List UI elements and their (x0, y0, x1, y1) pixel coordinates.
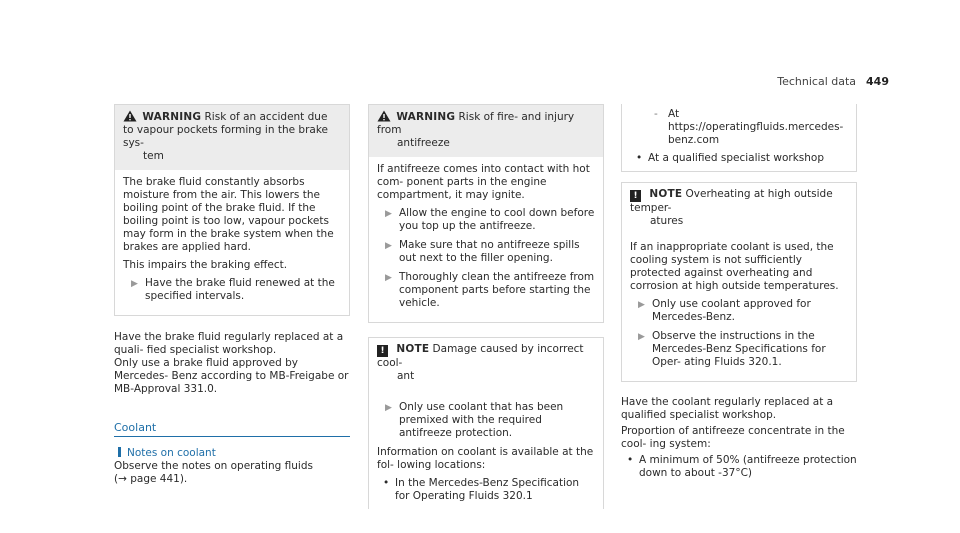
note-head-text-2: ant (397, 370, 415, 382)
note-step-1 (638, 298, 848, 324)
note-box-overheating (621, 182, 857, 382)
dash-icon: - (654, 108, 658, 120)
warning-body (115, 170, 349, 315)
warning-head-text-2: antifreeze (397, 137, 450, 149)
note-exclamation-icon: ! (377, 345, 388, 357)
warning-step-2 (385, 239, 595, 265)
coolant-text (621, 396, 857, 480)
column-2 (368, 104, 604, 509)
notes-block (114, 447, 350, 486)
page-header (777, 75, 889, 88)
note-title: NOTE (396, 343, 430, 355)
step-text: Only use coolant approved for Mercedes-Benz. (652, 298, 811, 323)
note-bullet-1 (383, 477, 595, 503)
note-head-text: Overheating at high outside temper- (630, 188, 833, 214)
warning-header (369, 105, 603, 157)
warning-para-2: This impairs the braking effect. (123, 259, 288, 271)
section-title-coolant: Coolant (114, 421, 350, 437)
step-arrow-icon: ▶ (638, 300, 645, 310)
dash-text[interactable]: At https://operatingfluids.mercedes- benz.com (668, 108, 844, 146)
warning-para-1: The brake fluid constantly absorbs moisture from the air. This lowers the boiling point of the brake fluid. If the boiling point is too low, vapour pockets may form in the brake system when the brakes are applied hard. (123, 176, 334, 253)
step-text: Only use coolant that has been premixed with the required antifreeze protection. (399, 401, 564, 439)
warning-para-1: If antifreeze comes into contact with hot com- ponent parts in the engine compartment, it may ignite. (377, 163, 590, 201)
continued-body (622, 104, 856, 171)
notes-marker-icon (118, 447, 121, 457)
brake-fluid-text (114, 331, 350, 396)
note-title: NOTE (649, 188, 683, 200)
warning-head-text: Risk of fire- and injury from (377, 111, 575, 136)
bullet-text: At a qualified specialist workshop (648, 152, 824, 164)
warning-step-1 (385, 207, 595, 233)
column-1 (114, 104, 350, 486)
bullet-text: A minimum of 50% (antifreeze protection down to about -37°C) (639, 454, 857, 479)
note-step-1 (385, 401, 595, 440)
note-para-1: If an inappropriate coolant is used, the cooling system is not sufficiently protected against overheating and corrosion at high outside temperatures. (630, 241, 839, 292)
warning-box-brake (114, 104, 350, 316)
step-text: Make sure that no antifreeze spills out next to the filler opening. (399, 239, 580, 264)
note-head-text-2: atures (650, 215, 684, 227)
column-3 (621, 104, 857, 480)
step-text: Observe the instructions in the Mercedes-Benz Specifications for Oper- ating Fluids 320.1. (652, 330, 826, 368)
step-arrow-icon: ▶ (638, 332, 645, 342)
note-header (622, 183, 856, 235)
dash-item-1 (654, 108, 848, 147)
body-text-2: Proportion of antifreeze concentrate in the cool- ing system: (621, 425, 845, 450)
bullet-dot-icon: • (627, 454, 634, 466)
warning-header (115, 105, 349, 170)
warning-triangle-icon (123, 111, 142, 123)
warning-head-text-2: tem (143, 150, 164, 162)
page-number: 449 (866, 75, 889, 88)
warning-box-antifreeze (368, 104, 604, 323)
body-text-1: Have the coolant regularly replaced at a qualified specialist workshop. (621, 396, 834, 421)
warning-body (369, 157, 603, 322)
note-box-continued (621, 104, 857, 172)
bullet-item-1 (627, 454, 857, 480)
step-arrow-icon: ▶ (385, 209, 392, 219)
section-name: Technical data (777, 75, 857, 88)
note-box-coolant (368, 337, 604, 509)
warning-triangle-icon (377, 111, 396, 123)
note-para-1: Information on coolant is available at the fol- lowing locations: (377, 446, 594, 471)
notes-text: Observe the notes on operating fluids (114, 460, 313, 472)
step-text: Thoroughly clean the antifreeze from component parts before starting the vehicle. (399, 271, 595, 309)
warning-step-1 (131, 277, 341, 303)
body-text-1: Have the brake fluid regularly replaced at a quali- fied specialist workshop. (114, 331, 344, 356)
body-text-2: Only use a brake fluid approved by Mercedes- Benz according to MB-Freigabe or MB-Approval 331.0. (114, 357, 349, 395)
bullet-text: In the Mercedes-Benz Specification for Operating Fluids 320.1 (395, 477, 580, 502)
step-text: Have the brake fluid renewed at the specified intervals. (145, 277, 335, 302)
note-body (369, 390, 603, 509)
warning-step-3 (385, 271, 595, 310)
note-exclamation-icon: ! (630, 190, 641, 202)
step-arrow-icon: ▶ (385, 403, 392, 413)
step-text: Allow the engine to cool down before you top up the antifreeze. (399, 207, 595, 232)
bullet-dot-icon: • (383, 477, 390, 489)
note-step-2 (638, 330, 848, 369)
bullet-dot-icon: • (636, 152, 643, 164)
note-head-text: Damage caused by incorrect cool- (377, 343, 584, 369)
note-header (369, 338, 603, 390)
step-arrow-icon: ▶ (131, 279, 138, 289)
step-arrow-icon: ▶ (385, 273, 392, 283)
warning-head-text: Risk of an accident due to vapour pockets forming in the brake sys- (123, 111, 328, 149)
notes-link[interactable]: Notes on coolant (127, 447, 216, 459)
warning-title: WARNING (396, 111, 456, 123)
bullet-item-1 (636, 152, 848, 165)
step-arrow-icon: ▶ (385, 241, 392, 251)
warning-title: WARNING (142, 111, 202, 123)
note-body (622, 235, 856, 381)
page-reference-link[interactable]: (→ page 441). (114, 473, 188, 485)
